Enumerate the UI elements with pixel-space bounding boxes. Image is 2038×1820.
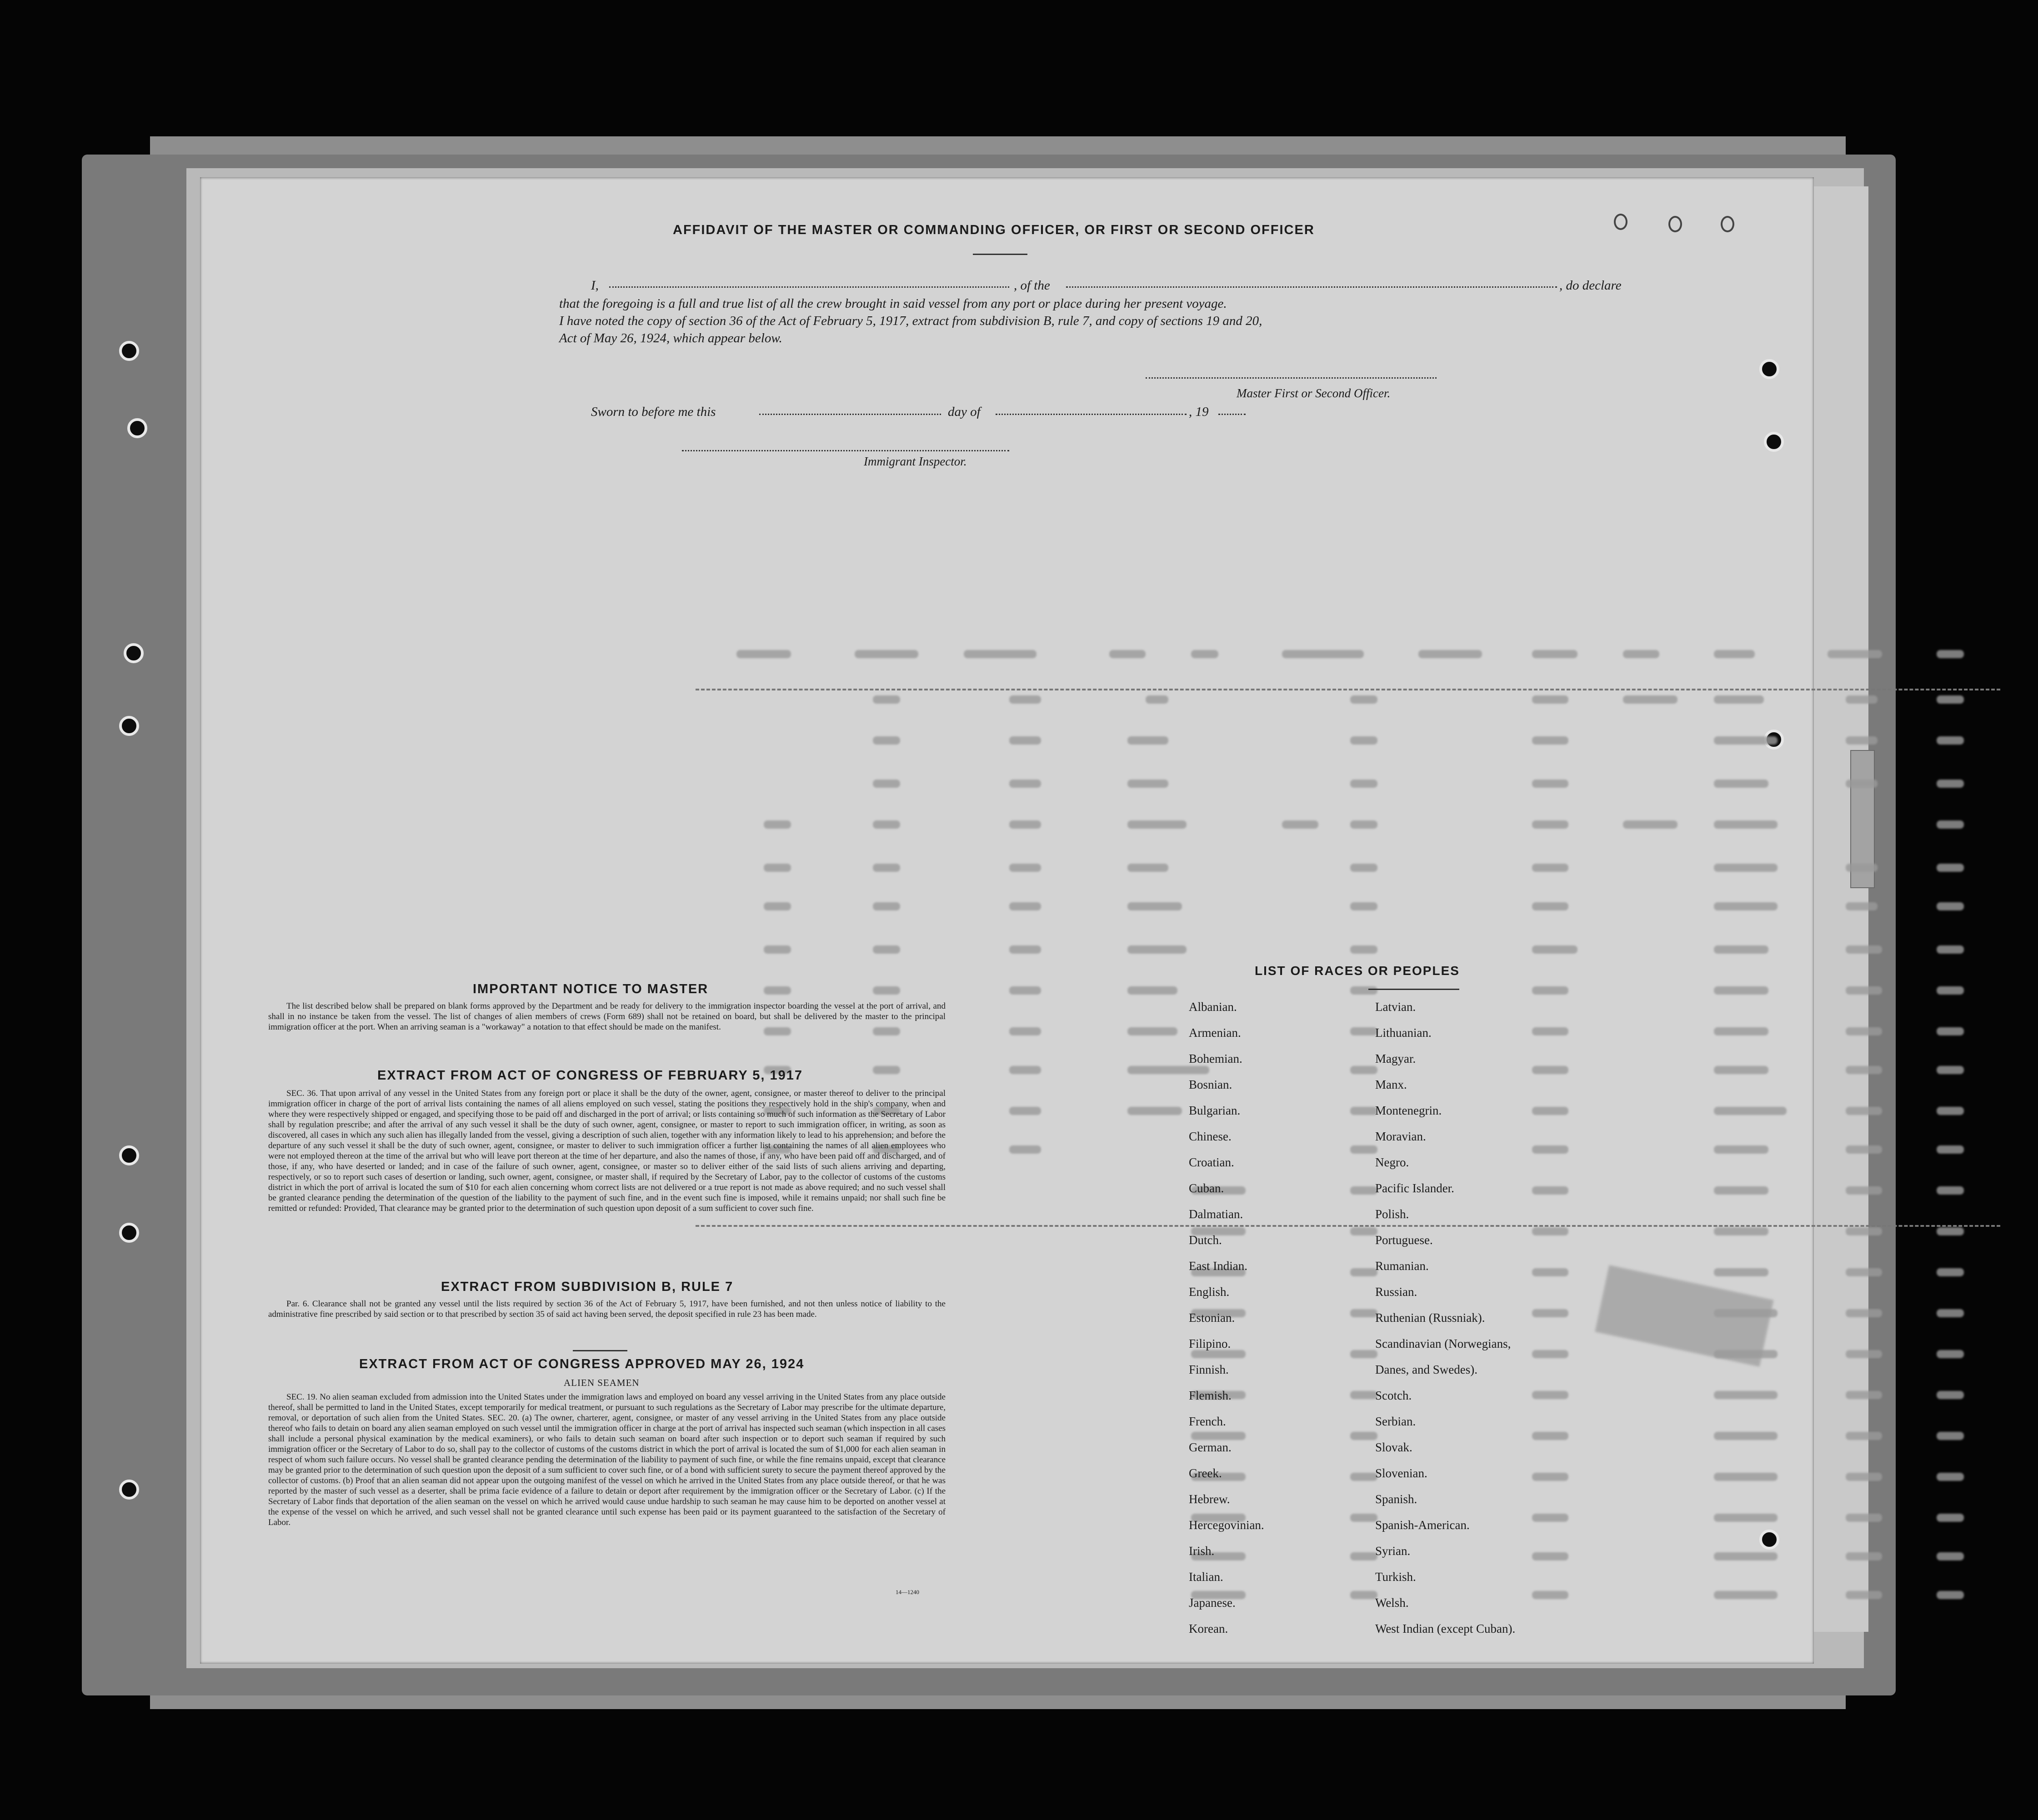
race-item: East Indian. [1189,1259,1247,1273]
declaration-line-3: I have noted the copy of section 36 of the Act of February 5, 1917, extract from subdivision B, rule 7, and copy of sections 19 and 20, [559,314,1262,328]
race-item: Flemish. [1189,1389,1232,1402]
race-item: Rumanian. [1375,1259,1429,1273]
alien-seamen-subtitle: ALIEN SEAMEN [564,1377,640,1388]
signature-label: Master First or Second Officer. [1237,386,1391,400]
race-item: Lithuanian. [1375,1026,1432,1040]
title-rule [573,1350,627,1351]
subdivision-body: Par. 6. Clearance shall not be granted any vessel until the lists required by section 36 of the Act of February 5, 1917, have been furnished, and not then unless notice of liability to the administrative fine prescribed by said section or to that prescribed by section 35 of said act having been served, the deposit specified in rule 23 has been made. [268,1299,946,1319]
dashed-divider [696,1225,2000,1227]
binder-hole-icon [119,1223,139,1243]
notice-body: The list described below shall be prepared on blank forms approved by the Department and be ready for delivery to the immigration inspector boarding the vessel at the port of arrival, and shall in no instance be taken from the vessel. The list of changes of alien members of crews (Form 689) shall not be retained on board, but shall be delivered by the master to the principal immigration officer at the port. When an arriving seaman is a "workaway" a notation to that effect should be made on the manifest. [268,1001,946,1032]
race-item: Slovenian. [1375,1466,1427,1480]
inspector-label: Immigrant Inspector. [864,455,967,468]
binder-hole-icon [127,418,147,438]
race-item: Italian. [1189,1570,1223,1584]
sworn-month-blank[interactable] [996,414,1187,415]
manifest-sheet [200,177,1814,1664]
declaration-line-4: Act of May 26, 1924, which appear below. [559,331,782,345]
race-item: Bulgarian. [1189,1104,1241,1117]
race-item: Hercegovinian. [1189,1518,1264,1532]
binder-hole-icon [119,341,139,361]
race-item: Polish. [1375,1207,1409,1221]
race-item: Bosnian. [1189,1078,1232,1091]
race-item: German. [1189,1440,1232,1454]
race-item: Ruthenian (Russniak). [1375,1311,1485,1325]
race-item: Chinese. [1189,1130,1232,1143]
race-item: Magyar. [1375,1052,1416,1065]
declaration-do-declare: , do declare [1559,278,1622,293]
race-item: Cuban. [1189,1181,1224,1195]
title-rule [973,254,1027,255]
race-item: Scandinavian (Norwegians, [1375,1337,1511,1350]
name-blank[interactable] [609,286,1009,288]
race-item: Slovak. [1375,1440,1412,1454]
race-item: English. [1189,1285,1230,1299]
binder-hole-icon [119,1145,139,1165]
race-item: Welsh. [1375,1596,1409,1610]
binder-hole-icon [124,643,144,663]
form-number: 14—1240 [896,1589,919,1595]
race-item: Spanish. [1375,1492,1417,1506]
race-item: Turkish. [1375,1570,1416,1584]
race-item: Armenian. [1189,1026,1241,1040]
signature-blank[interactable] [1146,377,1437,379]
race-item: Portuguese. [1375,1233,1433,1247]
sworn-day-blank[interactable] [759,414,941,415]
title-rule [1368,989,1459,990]
extract-1917-title: EXTRACT FROM ACT OF CONGRESS OF FEBRUARY 5, 1917 [377,1068,803,1083]
race-item: Korean. [1189,1622,1228,1635]
race-item: Syrian. [1375,1544,1411,1558]
race-item: Hebrew. [1189,1492,1230,1506]
race-item: Japanese. [1189,1596,1236,1610]
binder-hole-icon [119,1480,139,1500]
race-item: Manx. [1375,1078,1407,1091]
sworn-year-blank[interactable] [1218,414,1246,415]
declaration-of-the: , of the [1014,278,1050,293]
binder-hole-icon [119,716,139,736]
race-item: Russian. [1375,1285,1417,1299]
race-item: Estonian. [1189,1311,1235,1325]
race-item: Montenegrin. [1375,1104,1442,1117]
race-item: Greek. [1189,1466,1222,1480]
race-item: Negro. [1375,1155,1409,1169]
race-item: Serbian. [1375,1415,1416,1428]
race-item: Bohemian. [1189,1052,1242,1065]
race-item: Spanish-American. [1375,1518,1470,1532]
dashed-divider [696,689,2000,690]
binder-hole-icon [1764,432,1784,452]
ring-icon [1668,216,1682,232]
notice-title: IMPORTANT NOTICE TO MASTER [473,982,709,996]
race-item: Moravian. [1375,1130,1426,1143]
race-item: Albanian. [1189,1000,1237,1014]
race-item: French. [1189,1415,1226,1428]
ring-icon [1614,214,1627,230]
affidavit-title: AFFIDAVIT OF THE MASTER OR COMMANDING OFFICER, OR FIRST OR SECOND OFFICER [673,223,1315,237]
binder-hole-icon [1759,359,1779,379]
extract-1924-title: EXTRACT FROM ACT OF CONGRESS APPROVED MAY 26, 1924 [359,1357,805,1371]
sworn-text: Sworn to before me this [591,405,716,419]
sworn-day-of: day of [948,405,981,419]
extract-1917-body: SEC. 36. That upon arrival of any vessel in the United States from any foreign port or place it shall be the duty of the owner, agent, consignee, or master thereof to deliver to the principal immigration officer in charge of the port of arrival lists containing the names of all aliens employed on such vessel, stating the positions they respectively hold in the ship's company, when and where they were respectively shipped or engaged, and specifying those to be paid off and discharged in the port of arrival; or lists containing so much of such information as the Secretary of Labor shall by regulation prescribe; and after the arrival of any such vessel it shall be the duty of such owner, agent, consignee, or master to report to such immigration officer, in writing, as soon as discovered, all cases in which any such alien has illegally landed from the vessel, giving a description of such alien, together with any information likely to lead to his apprehension; and before the departure of any such vessel it shall be the duty of such owner, agent, consignee, or master to deliver to such immigration officer a further list containing the names of all alien employees who were not employed thereon at the time of the arrival but who will leave port thereon at the time of her departure, and also the names of those, if any, who have been paid off and discharged, and of those, if any, who have deserted or landed; and in case of the failure of such owner, agent, consignee, or master so to deliver either of the said lists of such aliens arriving and departing, respectively, or so to report such cases of desertion or landing, such owner, agent, consignee, or master shall, if required by the Secretary of Labor, pay to the collector of customs of the customs district in which the port of arrival is located the sum of $10 for each alien concerning whom correct lists are not delivered or a true report is not made as above required; and no such vessel shall be granted clearance pending the determination of the question of the liability to the payment of such fine, and in the event such fine is imposed, while it remains unpaid; nor shall such fine be remitted or refunded: Provided, That clearance may be granted prior to the determination of such question upon deposit of a sum sufficient to cover such fine. [268,1089,946,1213]
race-item: Latvian. [1375,1000,1416,1014]
race-item: West Indian (except Cuban). [1375,1622,1516,1635]
ring-icon [1721,216,1734,232]
declaration-line-2: that the foregoing is a full and true list of all the crew brought in said vessel from any port or place during her present voyage. [559,296,1227,311]
extract-1924-body: SEC. 19. No alien seaman excluded from admission into the United States under the immigration laws and employed on board any vessel arriving in the United States from any place outside thereof, shall be permitted to land in the United States, except temporarily for medical treatment, or pursuant to such regulations as the Secretary of Labor may prescribe for the ultimate departure, removal, or deportation of such alien from the United States. SEC. 20. (a) The owner, charterer, agent, consignee, or master of any vessel arriving in the United States from any place outside thereof who fails to detain on board any alien seaman employed on such vessel until the immigration officer in charge at the port of arrival has inspected such seaman (which inspection in all cases shall include a personal physical examination by the medical examiners), or who fails to detain such seaman on board after such inspection or to deport such seaman if required by such immigration officer or the Secretary of Labor to do so, shall pay to the collector of customs of the customs district in which the port of arrival is located the sum of $1,000 for each alien seaman in respect of whom such failure occurs. No vessel shall be granted clearance pending the determination of the liability to payment of such fine, or while the fine remains unpaid, except that clearance may be granted prior to the determination of such question upon the deposit of a sum sufficient to cover such fine, or of a bond with sufficient surety to secure the payment thereof approved by the collector of customs. (b) Proof that an alien seaman did not appear upon the outgoing manifest of the vessel on which he arrived in the United States from any place outside thereof, or that he was reported by the master of such vessel as a deserter, shall be prima facie evidence of a failure to detain or deport after requirement by the immigration officer or the Secretary of Labor. (c) If the Secretary of Labor finds that deportation of the alien seaman on the vessel on which he arrived would cause undue hardship to such seaman he may cause him to be deported on another vessel at the expense of the vessel on which he arrived, and such vessel shall not be granted clearance until such expense has been paid or its payment guaranteed to the satisfaction of the Secretary of Labor. [268,1392,946,1527]
inspector-blank[interactable] [682,450,1009,451]
race-item: Danes, and Swedes). [1375,1363,1477,1376]
race-item: Finnish. [1189,1363,1229,1376]
vessel-blank[interactable] [1066,286,1557,288]
race-item: Dutch. [1189,1233,1222,1247]
race-item: Filipino. [1189,1337,1231,1350]
race-item: Pacific Islander. [1375,1181,1454,1195]
race-item: Croatian. [1189,1155,1234,1169]
sworn-year: , 19 [1189,405,1209,419]
subdivision-title: EXTRACT FROM SUBDIVISION B, RULE 7 [441,1280,734,1294]
races-title: LIST OF RACES OR PEOPLES [1255,964,1460,978]
race-item: Scotch. [1375,1389,1412,1402]
race-item: Dalmatian. [1189,1207,1243,1221]
race-item: Irish. [1189,1544,1215,1558]
declaration-i: I, [591,278,599,293]
